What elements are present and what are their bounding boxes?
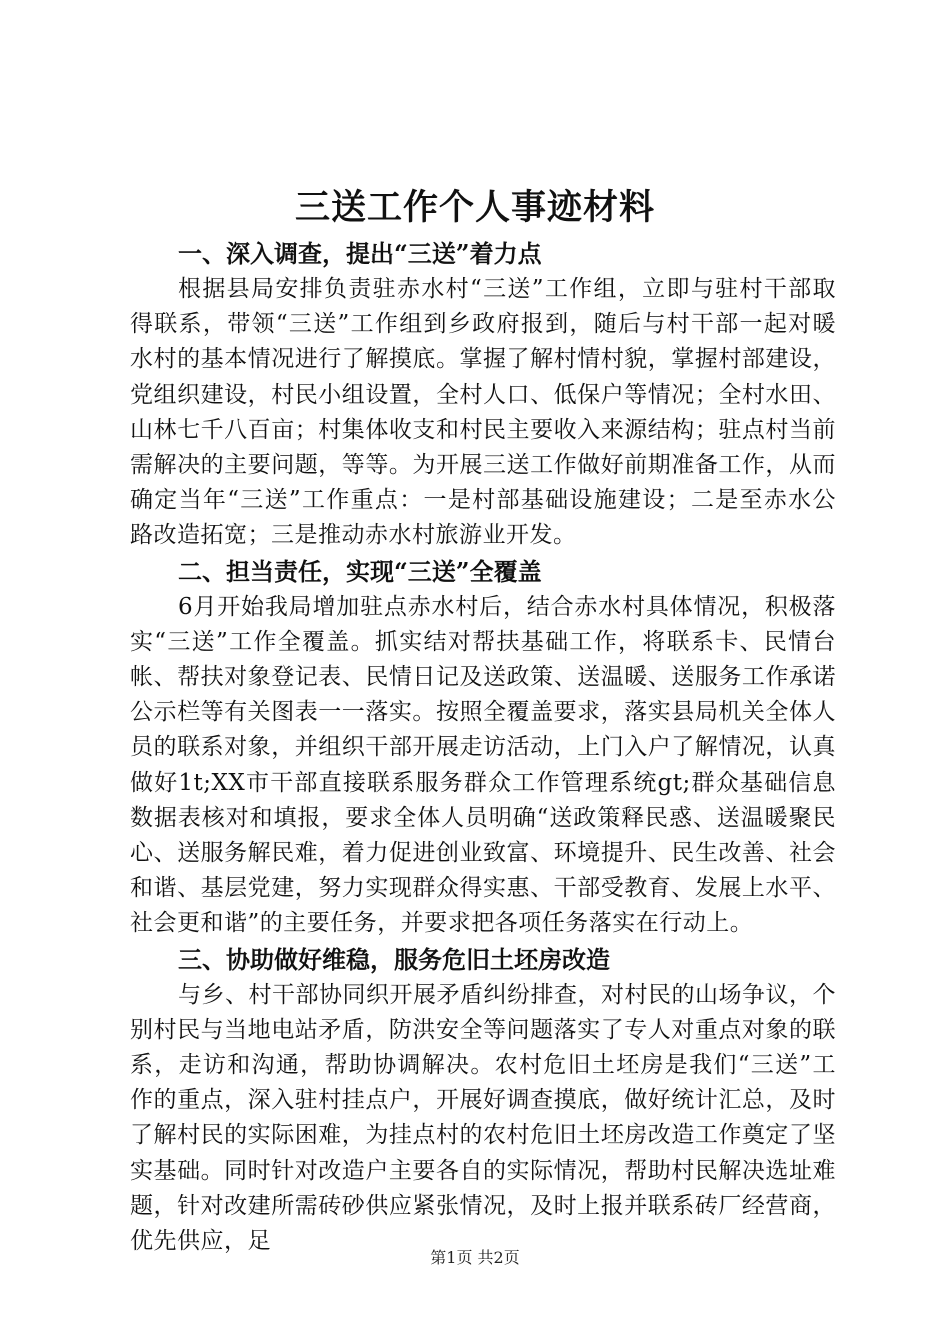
section-paragraph-2: 6月开始我局增加驻点赤水村后，结合赤水村具体情况，积极落实“三送”工作全覆盖。抓实结对帮扶基础工作，将联系卡、民情台帐、帮扶对象登记表、民情日记及送政策、送温暖、送服务工作承诺公示栏等有关图表一一落实。按照全覆盖要求，落实县局机关全体人员的联系对象，并组织干部开展走访活动，上门入户了解情况，认真做好1t;XX市干部直接联系服务群众工作管理系统gt;群众基础信息数据表核对和填报，要求全体人员明确“送政策释民惑、送温暖聚民心、送服务解民难，着力促进创业致富、环境提升、民生改善、社会和谐、基层党建，努力实现群众得实惠、干部受教育、发展上水平、社会更和谐”的主要任务，并要求把各项任务落实在行动上。: [130, 593, 836, 937]
section-heading-1: 一、深入调查，提出“三送”着力点: [178, 239, 542, 268]
document-body: [130, 236, 836, 1259]
section-paragraph-3: 与乡、村干部协同织开展矛盾纠纷排查，对村民的山场争议，个别村民与当地电站矛盾，防洪安全等问题落实了专人对重点对象的联系，走访和沟通，帮助协调解决。农村危旧土坯房是我们“三送”工作的重点，深入驻村挂点户，开展好调查摸底，做好统计汇总，及时了解村民的实际困难，为挂点村的农村危旧土坯房改造工作奠定了坚实基础。同时针对改造户主要各自的实际情况，帮助村民解决选址难题，针对改建所需砖砂供应紧张情况，及时上报并联系砖厂经营商，优先供应，足: [130, 981, 836, 1255]
section-heading-2: 二、担当责任，实现“三送”全覆盖: [178, 556, 542, 586]
page-number-footer: 第1页 共2页: [430, 1248, 520, 1267]
document-title: 三送工作个人事迹材料: [294, 187, 655, 228]
section-paragraph-1: 根据县局安排负责驻赤水村“三送”工作组，立即与驻村干部取得联系，带领“三送”工作组到乡政府报到，随后与村干部一起对暖水村的基本情况进行了解摸底。掌握了解村情村貌，掌握村部建设，党组织建设，村民小组设置，全村人口、低保户等情况；全村水田、山林七千八百亩；村集体收支和村民主要收入来源结构；驻点村当前需解决的主要问题，等等。为开展三送工作做好前期准备工作，从而确定当年“三送”工作重点：一是村部基础设施建设；二是至赤水公路改造拓宽；三是推动赤水村旅游业开发。: [130, 276, 836, 549]
section-heading-3: 三、协助做好维稳，服务危旧土坯房改造: [178, 944, 610, 974]
